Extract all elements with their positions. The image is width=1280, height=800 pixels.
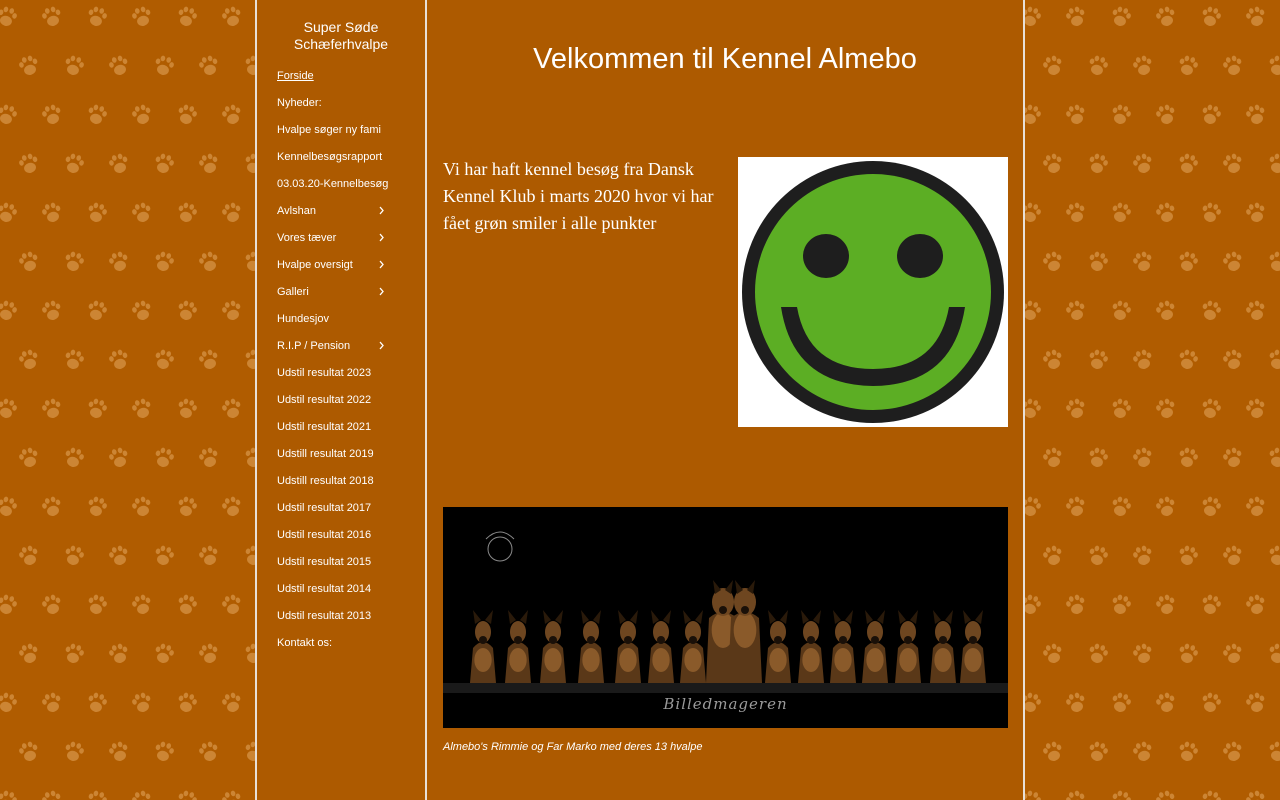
- paw-print-icon: [16, 53, 43, 80]
- paw-print-icon: [1243, 690, 1270, 717]
- paw-print-icon: [1153, 396, 1180, 423]
- paw-print-icon: [1024, 102, 1044, 129]
- nav-item-21[interactable]: [257, 635, 425, 662]
- paw-print-icon: [241, 641, 256, 668]
- paw-print-icon: [196, 641, 223, 668]
- paw-print-icon: [106, 151, 133, 178]
- nav-item-label: Udstil resultat 2021: [277, 421, 372, 433]
- paw-print-icon: [1130, 249, 1157, 276]
- nav-item-7[interactable]: [257, 257, 425, 284]
- paw-print-icon: [129, 592, 156, 619]
- paw-print-icon: [1040, 53, 1067, 80]
- paw-print-icon: [174, 298, 201, 325]
- paw-print-icon: [1063, 396, 1090, 423]
- nav-item-label: Udstil resultat 2016: [277, 529, 372, 541]
- paw-print-icon: [1265, 641, 1280, 668]
- nav-item-label: Hundesjov: [277, 313, 329, 325]
- paw-print-icon: [1085, 543, 1112, 570]
- paw-print-icon: [1198, 592, 1225, 619]
- paw-print-icon: [61, 445, 88, 472]
- paw-print-icon: [39, 200, 66, 227]
- paw-print-icon: [39, 788, 66, 800]
- paw-print-icon: [1085, 347, 1112, 374]
- paw-print-icon: [1153, 494, 1180, 521]
- paw-print-icon: [196, 445, 223, 472]
- paw-print-icon: [129, 4, 156, 31]
- paw-print-icon: [39, 298, 66, 325]
- nav-item-label: Kennelbesøgsrapport: [277, 151, 383, 163]
- paw-print-icon: [1130, 445, 1157, 472]
- paw-print-icon: [1024, 494, 1044, 521]
- paw-print-icon: [1063, 592, 1090, 619]
- nav-item-1[interactable]: [257, 95, 425, 122]
- paw-print-icon: [241, 347, 256, 374]
- nav-item-label: Udstil resultat 2013: [277, 610, 372, 622]
- nav-item-12[interactable]: [257, 392, 425, 419]
- paw-print-icon: [16, 543, 43, 570]
- paw-print-icon: [1198, 690, 1225, 717]
- paw-print-icon: [84, 200, 111, 227]
- chevron-right-icon[interactable]: [378, 260, 385, 269]
- paw-print-icon: [1130, 641, 1157, 668]
- paw-print-icon: [219, 788, 246, 800]
- paw-print-icon: [1085, 641, 1112, 668]
- paw-print-icon: [0, 788, 20, 800]
- paw-print-icon: [84, 690, 111, 717]
- paw-print-icon: [106, 347, 133, 374]
- chevron-right-icon[interactable]: [378, 233, 385, 242]
- nav-item-4[interactable]: [257, 176, 425, 203]
- paw-print-icon: [196, 249, 223, 276]
- paw-print-icon: [1040, 347, 1067, 374]
- paw-print-icon: [174, 200, 201, 227]
- paw-print-icon: [1220, 151, 1247, 178]
- paw-print-icon: [1130, 739, 1157, 766]
- nav-item-label: Vores tæver: [277, 232, 337, 244]
- nav-item-3[interactable]: [257, 149, 425, 176]
- main-content: [427, 0, 1023, 800]
- paw-print-icon: [1153, 4, 1180, 31]
- paw-print-icon: [1108, 788, 1135, 800]
- paw-print-icon: [1153, 102, 1180, 129]
- paw-print-icon: [219, 690, 246, 717]
- paw-print-icon: [196, 347, 223, 374]
- paw-print-icon: [1085, 53, 1112, 80]
- paw-print-icon: [61, 739, 88, 766]
- nav-item-label: Hvalpe søger ny fami: [277, 124, 381, 136]
- paw-print-icon: [39, 494, 66, 521]
- paw-print-icon: [1243, 298, 1270, 325]
- paw-print-icon: [219, 102, 246, 129]
- paw-print-icon: [241, 543, 256, 570]
- paw-print-icon: [1265, 347, 1280, 374]
- paw-print-icon: [1220, 641, 1247, 668]
- nav-item-label: 03.03.20-Kennelbesøg: [277, 178, 389, 190]
- paw-print-icon: [219, 592, 246, 619]
- paw-print-icon: [129, 102, 156, 129]
- photo-caption: Almebo's Rimmie og Far Marko med deres 13 hvalpe: [443, 741, 703, 753]
- intro-paragraph: Vi har haft kennel besøg fra Dansk Kennel Klub i marts 2020 hvor vi har fået grøn smiler i alle punkter: [443, 159, 714, 233]
- paw-print-icon: [1265, 445, 1280, 472]
- paw-print-icon: [129, 396, 156, 423]
- paw-print-icon: [61, 543, 88, 570]
- nav-item-label: Udstil resultat 2015: [277, 556, 372, 568]
- nav-item-label: Forside: [277, 70, 314, 82]
- chevron-right-icon[interactable]: [378, 341, 385, 350]
- paw-print-icon: [84, 494, 111, 521]
- paw-print-icon: [1063, 4, 1090, 31]
- nav-item-19[interactable]: [257, 581, 425, 608]
- paw-print-icon: [1040, 151, 1067, 178]
- paw-print-icon: [1063, 102, 1090, 129]
- paw-print-icon: [1108, 298, 1135, 325]
- paw-print-icon: [61, 249, 88, 276]
- paw-print-icon: [241, 739, 256, 766]
- paw-print-icon: [84, 396, 111, 423]
- paw-print-icon: [1040, 445, 1067, 472]
- paw-print-icon: [1220, 347, 1247, 374]
- paw-print-icon: [0, 494, 20, 521]
- nav-item-5[interactable]: [257, 203, 425, 230]
- paw-print-icon: [39, 592, 66, 619]
- paw-print-icon: [61, 347, 88, 374]
- paw-print-icon: [129, 788, 156, 800]
- paw-print-icon: [174, 592, 201, 619]
- paw-print-icon: [1153, 788, 1180, 800]
- paw-print-icon: [61, 151, 88, 178]
- paw-print-icon: [1063, 788, 1090, 800]
- nav-item-label: Nyheder:: [277, 97, 322, 109]
- paw-print-icon: [0, 102, 20, 129]
- nav-item-16[interactable]: [257, 500, 425, 527]
- paw-print-icon: [196, 739, 223, 766]
- paw-print-icon: [151, 641, 178, 668]
- nav-item-label: Udstil resultat 2023: [277, 367, 372, 379]
- paw-print-icon: [1130, 151, 1157, 178]
- dogs-group-photo[interactable]: [443, 507, 1008, 728]
- paw-print-icon: [129, 298, 156, 325]
- paw-print-icon: [129, 200, 156, 227]
- paw-print-icon: [16, 445, 43, 472]
- sidebar: [257, 0, 427, 800]
- paw-print-icon: [1153, 592, 1180, 619]
- nav-item-label: Udstill resultat 2018: [277, 475, 374, 487]
- paw-print-icon: [1130, 53, 1157, 80]
- paw-print-icon: [1024, 690, 1044, 717]
- paw-print-icon: [1085, 151, 1112, 178]
- paw-print-icon: [1024, 788, 1044, 800]
- paw-print-icon: [16, 249, 43, 276]
- paw-print-icon: [1040, 543, 1067, 570]
- paw-print-icon: [1198, 4, 1225, 31]
- paw-print-icon: [1243, 4, 1270, 31]
- paw-print-icon: [151, 347, 178, 374]
- paw-print-icon: [1063, 690, 1090, 717]
- paw-print-icon: [151, 249, 178, 276]
- paw-print-icon: [1024, 4, 1044, 31]
- paw-print-icon: [1243, 396, 1270, 423]
- paw-print-icon: [84, 788, 111, 800]
- main-navigation: [257, 68, 425, 662]
- paw-print-icon: [1175, 249, 1202, 276]
- paw-print-icon: [1175, 543, 1202, 570]
- paw-print-icon: [1108, 592, 1135, 619]
- paw-print-icon: [196, 543, 223, 570]
- paw-print-icon: [1243, 788, 1270, 800]
- paw-print-icon: [1153, 690, 1180, 717]
- chevron-right-icon[interactable]: [378, 287, 385, 296]
- paw-print-icon: [174, 4, 201, 31]
- paw-print-icon: [1024, 592, 1044, 619]
- paw-print-icon: [1220, 543, 1247, 570]
- paw-print-icon: [1220, 739, 1247, 766]
- paw-print-icon: [219, 4, 246, 31]
- paw-print-icon: [241, 445, 256, 472]
- paw-print-icon: [1175, 641, 1202, 668]
- paw-print-icon: [0, 200, 20, 227]
- paw-print-icon: [1085, 249, 1112, 276]
- paw-print-icon: [61, 53, 88, 80]
- paw-print-icon: [1063, 298, 1090, 325]
- paw-print-icon: [1153, 200, 1180, 227]
- paw-print-icon: [1024, 200, 1044, 227]
- paw-print-icon: [106, 543, 133, 570]
- nav-item-8[interactable]: [257, 284, 425, 311]
- nav-item-label: Kontakt os:: [277, 637, 333, 649]
- paw-print-icon: [0, 4, 20, 31]
- nav-item-6[interactable]: [257, 230, 425, 257]
- nav-item-label: Udstill resultat 2019: [277, 448, 374, 460]
- nav-item-20[interactable]: [257, 608, 425, 635]
- paw-print-icon: [1040, 249, 1067, 276]
- paw-print-icon: [241, 151, 256, 178]
- green-smiley-icon: [738, 157, 1008, 427]
- paw-print-icon: [151, 445, 178, 472]
- paw-print-icon: [1220, 249, 1247, 276]
- paw-print-icon: [1040, 641, 1067, 668]
- paw-print-icon: [1220, 53, 1247, 80]
- nav-item-14[interactable]: [257, 446, 425, 473]
- paw-print-icon: [196, 53, 223, 80]
- paw-print-icon: [1243, 592, 1270, 619]
- chevron-right-icon[interactable]: [378, 206, 385, 215]
- paw-print-icon: [1198, 494, 1225, 521]
- nav-item-9[interactable]: [257, 311, 425, 338]
- nav-item-10[interactable]: [257, 338, 425, 365]
- photo-watermark: Billedmageren: [663, 695, 788, 713]
- nav-item-label: Udstil resultat 2017: [277, 502, 372, 514]
- paw-print-icon: [84, 102, 111, 129]
- paw-print-icon: [174, 788, 201, 800]
- paw-print-icon: [1024, 396, 1044, 423]
- paw-print-icon: [1175, 739, 1202, 766]
- nav-item-label: Galleri: [277, 286, 309, 298]
- paw-print-icon: [1085, 445, 1112, 472]
- paw-print-icon: [1063, 200, 1090, 227]
- paw-print-icon: [39, 690, 66, 717]
- paw-print-icon: [174, 494, 201, 521]
- paw-print-icon: [1024, 298, 1044, 325]
- paw-print-icon: [1220, 445, 1247, 472]
- background-paw-pattern-right: [1024, 0, 1280, 800]
- paw-print-icon: [106, 53, 133, 80]
- paw-print-icon: [106, 739, 133, 766]
- site-title[interactable]: Super Søde Schæferhvalpe: [293, 19, 389, 52]
- paw-print-icon: [129, 690, 156, 717]
- paw-print-icon: [1265, 151, 1280, 178]
- paw-print-icon: [39, 4, 66, 31]
- paw-print-icon: [1108, 200, 1135, 227]
- paw-print-icon: [1198, 396, 1225, 423]
- paw-print-icon: [1108, 4, 1135, 31]
- paw-print-icon: [1175, 53, 1202, 80]
- nav-item-17[interactable]: [257, 527, 425, 554]
- page-title: Velkommen til Kennel Almebo: [533, 43, 917, 75]
- nav-item-label: R.I.P / Pension: [277, 340, 351, 352]
- paw-print-icon: [1243, 102, 1270, 129]
- nav-item-label: Udstil resultat 2022: [277, 394, 372, 406]
- paw-print-icon: [1175, 445, 1202, 472]
- paw-print-icon: [106, 445, 133, 472]
- paw-print-icon: [1108, 102, 1135, 129]
- paw-print-icon: [219, 298, 246, 325]
- paw-print-icon: [151, 151, 178, 178]
- paw-print-icon: [174, 102, 201, 129]
- paw-print-icon: [219, 494, 246, 521]
- paw-print-icon: [1243, 494, 1270, 521]
- paw-print-icon: [16, 739, 43, 766]
- nav-item-label: Udstil resultat 2014: [277, 583, 372, 595]
- paw-print-icon: [174, 396, 201, 423]
- paw-print-icon: [1198, 788, 1225, 800]
- nav-item-label: Hvalpe oversigt: [277, 259, 353, 271]
- paw-print-icon: [1175, 151, 1202, 178]
- nav-item-15[interactable]: [257, 473, 425, 500]
- paw-print-icon: [1198, 298, 1225, 325]
- paw-print-icon: [1265, 739, 1280, 766]
- paw-print-icon: [1243, 200, 1270, 227]
- paw-print-icon: [1040, 739, 1067, 766]
- paw-print-icon: [0, 690, 20, 717]
- paw-print-icon: [241, 53, 256, 80]
- paw-print-icon: [219, 396, 246, 423]
- nav-item-0[interactable]: [257, 68, 425, 95]
- paw-print-icon: [1108, 690, 1135, 717]
- paw-print-icon: [39, 102, 66, 129]
- paw-print-icon: [61, 641, 88, 668]
- nav-item-2[interactable]: [257, 122, 425, 149]
- nav-item-11[interactable]: [257, 365, 425, 392]
- paw-print-icon: [1175, 347, 1202, 374]
- paw-print-icon: [84, 592, 111, 619]
- paw-print-icon: [1085, 739, 1112, 766]
- paw-print-icon: [196, 151, 223, 178]
- paw-print-icon: [151, 53, 178, 80]
- nav-item-18[interactable]: [257, 554, 425, 581]
- paw-print-icon: [84, 4, 111, 31]
- nav-item-label: Avlshan: [277, 205, 316, 217]
- paw-print-icon: [129, 494, 156, 521]
- paw-print-icon: [1108, 396, 1135, 423]
- paw-print-icon: [16, 347, 43, 374]
- paw-print-icon: [1265, 543, 1280, 570]
- paw-print-icon: [151, 543, 178, 570]
- paw-print-icon: [174, 690, 201, 717]
- paw-print-icon: [16, 641, 43, 668]
- green-smiley-image: [738, 157, 1008, 427]
- paw-print-icon: [1198, 200, 1225, 227]
- paw-print-icon: [1130, 347, 1157, 374]
- paw-print-icon: [0, 396, 20, 423]
- paw-print-icon: [151, 739, 178, 766]
- paw-print-icon: [241, 249, 256, 276]
- paw-print-icon: [0, 298, 20, 325]
- site-container: [255, 0, 1025, 800]
- paw-print-icon: [219, 200, 246, 227]
- paw-print-icon: [0, 592, 20, 619]
- paw-print-icon: [1265, 249, 1280, 276]
- paw-print-icon: [1063, 494, 1090, 521]
- nav-item-13[interactable]: [257, 419, 425, 446]
- paw-print-icon: [16, 151, 43, 178]
- paw-print-icon: [84, 298, 111, 325]
- paw-print-icon: [1130, 543, 1157, 570]
- paw-print-icon: [39, 396, 66, 423]
- paw-print-icon: [1108, 494, 1135, 521]
- paw-print-icon: [106, 641, 133, 668]
- paw-print-icon: [1153, 298, 1180, 325]
- background-paw-pattern-left: [0, 0, 256, 800]
- paw-print-icon: [1265, 53, 1280, 80]
- paw-print-icon: [1198, 102, 1225, 129]
- paw-print-icon: [106, 249, 133, 276]
